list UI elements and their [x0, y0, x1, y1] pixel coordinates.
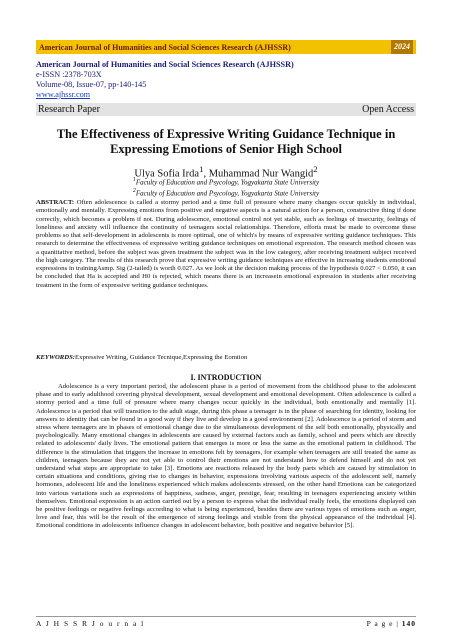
footer-page-label: P a g e |: [366, 619, 399, 628]
section-heading-introduction: I. INTRODUCTION: [190, 373, 262, 382]
affiliation-2-text: Faculty of Education and Psycology, Yogyakarta State University: [135, 189, 320, 198]
affiliation-2-sup: 2: [132, 188, 136, 195]
paper-type-bar: [36, 103, 416, 116]
journal-banner: [36, 40, 416, 54]
abstract-label: ABSTRACT:: [36, 199, 75, 206]
affiliation-2: [36, 187, 416, 198]
author-2: Muhammad Nur Wangid: [208, 168, 314, 180]
meta-volume: Volume-08, Issue-07, pp-140-145: [36, 80, 147, 89]
access-type: Open Access: [362, 104, 414, 115]
affiliation-1: [36, 176, 416, 187]
affiliation-1-sup: 1: [132, 177, 136, 183]
footer-page-number: 140: [401, 619, 416, 628]
footer-page: [367, 619, 416, 628]
abstract-block: [36, 199, 416, 290]
paper-title: The Effectiveness of Expressive Writing Guidance Technique in Expressing Emotions of Senior High School: [56, 127, 396, 156]
meta-journal-name: American Journal of Humanities and Social Sciences Research (AJHSSR): [36, 60, 294, 69]
author-separator: ,: [203, 168, 209, 180]
affiliations: [36, 176, 416, 199]
author-1: Ulya Sofia Irda: [134, 168, 200, 180]
keywords-text: Expressive Writing, Guidance Tecnique,Expressing the Eomtion: [75, 354, 248, 361]
paper-type: Research Paper: [38, 104, 100, 115]
journal-meta: [36, 60, 416, 100]
meta-eissn: e-ISSN :2378-703X: [36, 70, 102, 79]
journal-banner-title: American Journal of Humanities and Social Sciences Research (AJHSSR): [39, 42, 291, 52]
keywords-label: KEYWORDS:: [36, 354, 76, 361]
affiliation-1-text: Faculty of Education and Psycology, Yogyakarta State University: [135, 178, 320, 187]
author-1-sup: 1: [199, 164, 204, 174]
abstract-text: Often adolescence is called a stormy period and a time full of pressure where many changes occur quickly in individual, emotionally and mentally. Expressing emotions from positive and negative aspects is a natural action for a person, constructive thing if done correctly, which becomes a problem if not. During adolescence, emotional control not yet stable, such as feelings of insecurity, feelings of loneliness and anxiety will influence the continuity of teenagers social relationships. Therefore, efforts must be made to overcome these problems so that self-development in adolescents is more optimal, one of which's by means of expressive writing guidance techniques. This research to determine the effectiveness of expressive writing guidance techniques on emotional expression. The research method chosen was a quantitative method, before the subject was given treatment the subject was in the low category, after receiving treatment subject received the high category. The results of this research prove that expressive writing guidance techniques are effective in increasing students emotional expressions in trainingAsmp. Sig (2-tailed) is worth 0.027. As we look at the decision making process of the hypothesis 0.027 < 0.050, it can be concluded that Ha is accepted and H0 is rejected, which means there is an increasein emotional expression in students after receiving treatment in the form of expressive writing guidance techniques.: [36, 199, 417, 289]
keywords-block: [36, 354, 416, 362]
page-footer: [36, 616, 416, 628]
footer-journal: A J H S S R J o u r n a l: [36, 619, 145, 628]
journal-url-link[interactable]: www.ajhssr.com: [36, 90, 91, 99]
banner-year: 2024: [391, 40, 413, 54]
author-2-sup: 2: [313, 164, 318, 174]
introduction-text: Adolescence is a very important period, the adolescent phase is a period of movement from the childhood phase to the adolescent phase and to early adulthood covering physical development, sexual development and emotional development. Often adolescence is called a stormy period and a time full of pressure where many changes occur quickly in the individual, both emotionally and mentally [1]. Adolescence is a period that will transition to the adult stage, during this phase a teenager is in the phase of searching for identity, looking for answers to identity that can be found in a good way if they live and develop in a good environment [2]. Adolescence is a period of storm and stress where teenagers are in phases of emotional change due to the simultaneous development of the self both emotionally, physically and psychologically. Many emotional changes in adolescents are caused by external factors such as family, school and peers which are directly related to adolescents' daily lives. The emotional pattern that emerges is more or less the same as the emotional pattern in childhood. The difference is the stimulation that triggers the increase in emotions felt by teenagers, for example when teenagers are still treated the same as children, teenagers because they are not yet able to control their emotions are not understand how to defend himself and do not yet understand what steps are appropriate to take [3]. Emotions are reactions released by the body parts which are caused by stimulation in certain situations and conditions, giving rise to changes in behavior, expressions involving various aspects of the adolescent self, namely hormones, adolescent life and the loneliness experienced which makes adolescents stressed, on the other hand Emotions can be categorized into various variations such as expressions of happiness, sadness, anger, prestige, fear, resulting in teenagers experiencing anxiety within themselves. Emotional expression is an action carried out by a person to express what the individual really feels, the emotions displayed can be positive feelings or negative feelings according to what is being experienced, besides there are various types of emotions such as anger, love and fear, this will be the result of the emergence of strong feelings and visible from the physical appearance of the individual [4]. Emotional conditions in adolescents influence changes in adolescent behavior, both positive and negative behavior [5].: [36, 383, 416, 530]
